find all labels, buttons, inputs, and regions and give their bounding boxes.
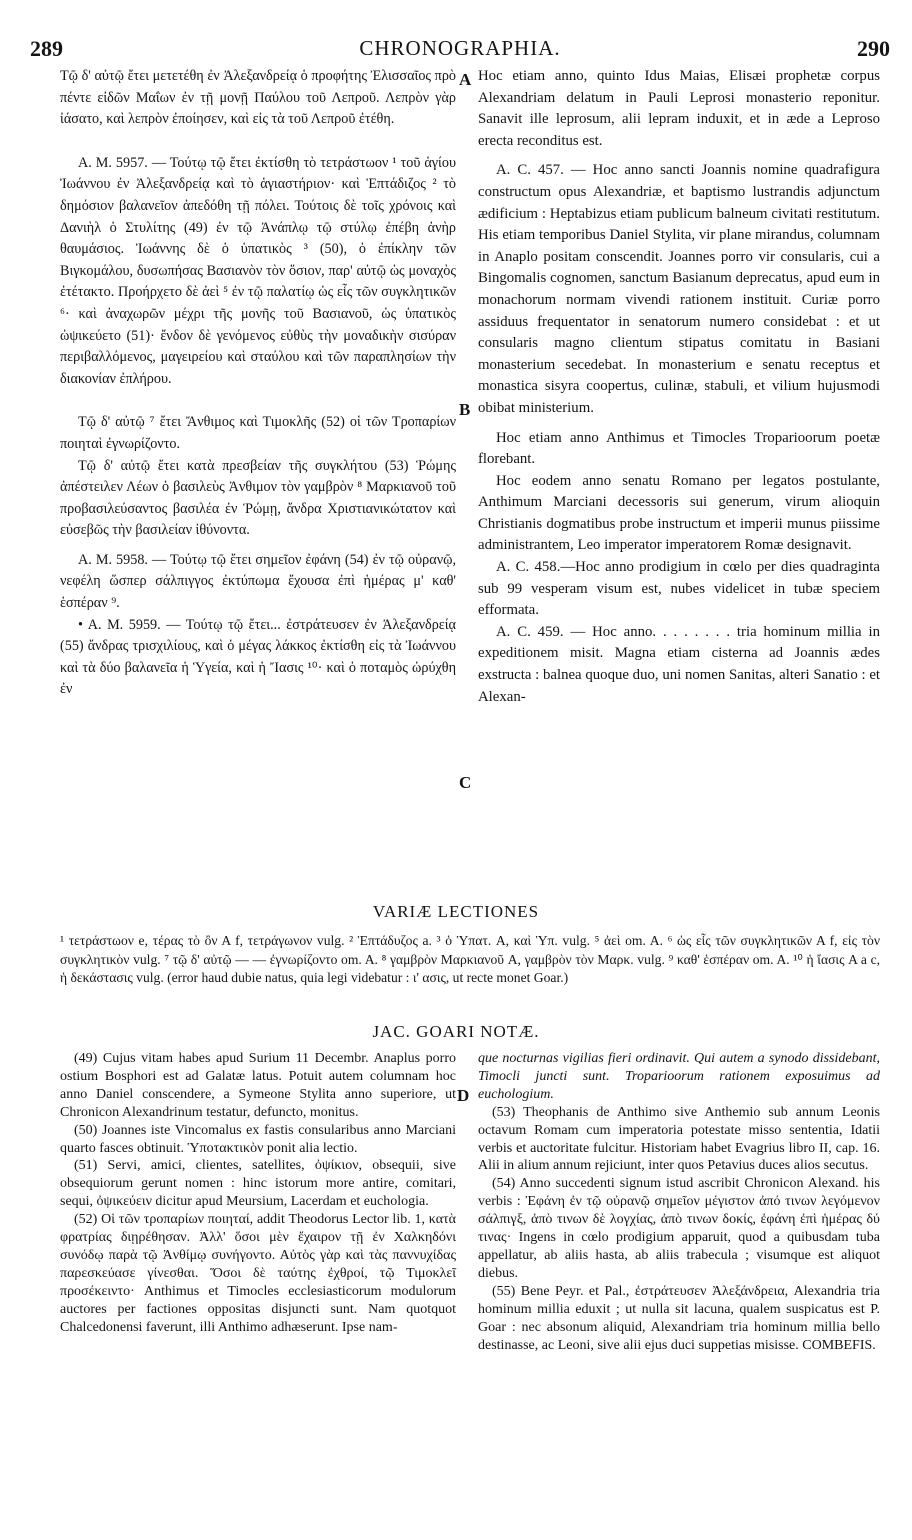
page-number-right: 290 [857, 36, 890, 61]
greek-paragraph: Α. Μ. 5957. — Τούτῳ τῷ ἔτει ἐκτίσθη τὸ τετράστωον ¹ τοῦ ἁγίου Ἰωάννου ἐν Ἀλεξανδρείᾳ καὶ τὸ ἁγιαστήριον· καὶ Ἑπτάδιζος ² τὸ δημόσιον βαλανεῖον ἀπεδόθη τῇ πόλει. Τούτοις δὲ τοῖς χρόνοις καὶ Δανιὴλ ὁ Στυλίτης (49) ἐν τῷ Ἀνάπλῳ τῷ στύλῳ ἐπέβη ἀνὴρ θαυμάσιος. Ἰωάννης δὲ ὁ ὑπατικὸς ³ (50), ὁ ἐπίκλην τῶν Βιγκομάλου, δυσωπήσας Βασιανὸν τὸν ὅσιον, παρ' αὐτῷ ὡς μοναχὸς ἐτέτακτο. Προήρχετο δὲ ἀεὶ ⁵ ἐν τῷ παλατίῳ ὡς εἷς τῶν συγκλητικῶν ⁶· καὶ ἀναχωρῶν μέχρι τῆς μονῆς τοῦ Βασιανοῦ, ὡς ὑπατικὸς ὠψικεύετο (51)· ἔνδον δὲ γενόμενος εὐθὺς τὴν μοναδικὴν σισύραν περιβαλλόμενος, μαγειρείου καὶ σταύλου καὶ τῶν παραπλησίων τὴν διακονίαν ἐπλήρου. [60, 154, 456, 387]
latin-paragraph: A. C. 459. — Hoc anno. . . . . . . . tria hominum millia in expeditionem misit. Magna etiam cisterna ad Joannis ædes exstructa : balnea quoque duo, uni nomen Sanitas, alteri Sanatio : et Alexan- [478, 623, 880, 705]
variae-lectiones-title: VARIÆ LECTIONES [372, 902, 540, 921]
column-marker-c: C [459, 773, 472, 792]
note-paragraph: (50) Joannes iste Vincomalus ex fastis consularibus anno Marciani quarto fasces obtinuit. Ὑποτακτικὸν ponit alia lectio. [60, 1122, 456, 1156]
latin-paragraph: Hoc etiam anno Anthimus et Timocles Troparioorum poetæ florebant. [478, 429, 880, 468]
variae-lectiones-text: ¹ τετράστωον e, τέρας τὸ ὂν Α f, τετράγωνον vulg. ² Ἑπτάδυζος a. ³ ὁ Ὑπατ. A, καὶ Ὑπ. vulg. ⁵ ἀεὶ om. A. ⁶ ὡς εἷς τῶν συγκλητικῶν Α f, εἰς τὸν συγκλητικὸν vulg. ⁷ τῷ δ' αὐτῷ — — ἐγνωρίζοντο om. A. ⁸ γαμβρὸν Μαρκιανοῦ A, γαμβρὸν τὸν Μαρκ. vulg. ⁹ καθ' ἑσπέραν om. A. ¹⁰ ἡ ἴασις A a c, ἡ δεκάστασις vulg. (error haud dubie natus, quia legi videbatur : ι' ασις, ut recte monet Goar.) [60, 933, 880, 986]
greek-paragraph: • Α. Μ. 5959. — Τούτῳ τῷ ἔτει... ἐστράτευσεν ἐν Ἀλεξανδρείᾳ (55) ἄνδρας τρισχιλίους, καὶ ὁ μέγας λάκκος ἐκτίσθη εἰς τὰ Ἰωάννου καὶ τὰ δύο βαλανεῖα ἡ Ὑγεία, καὶ ἡ Ἴασις ¹⁰· καὶ ὁ ποταμὸς ὠρύχθη ἐν [60, 616, 456, 698]
column-marker-b: B [459, 400, 471, 419]
greek-column [60, 66, 456, 701]
latin-paragraph: A. C. 458.—Hoc anno prodigium in cœlo per dies quadraginta sub 99 vesperam visum est, nubes videlicet in tubæ speciem efformata. [478, 559, 880, 619]
latin-paragraph: A. C. 457. — Hoc anno sancti Joannis nomine quadrafigura constructum opus Alexandriæ, et baptismo lustrandis adjunctum ædificium : Heptabizus etiam publicum balneum civitati restitutum. His etiam temporibus Daniel Stylita, vir plane mirandus, columnam in Anaplo positam conscendit. Joannes porro vir consularis, cui a Bingomalis cognomen, sanctum Basianum deprecatus, apud eum in monachorum normam vivendi rationem instituit. Curiæ porro assiduus frequentator in senatorum numero considebat : et ut consularis magno clientum stipatus comitatu in Basiani monasterium secedebat. In monasterium e senatu receptus et monastica sisyra coopertus, culinæ, stabuli, et vilium hujusmodi obibat ministerium. [478, 162, 880, 416]
column-marker-a: A [459, 70, 472, 89]
note-paragraph: (54) Anno succedenti signum istud ascribit Chronicon Alexand. his verbis : Ἐφάνη ἐν τῷ οὐρανῷ σημεῖον μέγιστον ἀπό τινων λεγόμενον σάλπιγξ, ἀπὸ τινων δὲ λογχίας, ἀπὸ τινων δοκίς, ἐφάνη ἐπὶ ἡμέρας δύ τινας· Ingens in cœlo prodigium apparuit, quod a quibusdam tuba appellatur, ab aliis hasta, ab aliis trabecula ; visumque est aliquot diebus. [478, 1176, 880, 1281]
notes-title: JAC. GOARI NOTÆ. [372, 1022, 540, 1041]
greek-paragraph: Τῷ δ' αὐτῷ ⁷ ἔτει Ἄνθιμος καὶ Τιμοκλῆς (52) οἱ τῶν Τροπαρίων ποιηταὶ ἐγνωρίζοντο. [60, 414, 456, 452]
column-marker-d: D [457, 1086, 470, 1105]
note-paragraph: (55) Bene Peyr. et Pal., ἐστράτευσεν Ἀλεξάνδρεια, Alexandria tria hominum millia eduxit ; ut nulla sit lacuna, qualem suspicatus est P. Goar : nec absonum aliquid, Alexandriam tria hominum millia bello destinasse, ac Leoni, sive alii ejus duci suppetias misisse. COMBEFIS. [478, 1283, 880, 1353]
greek-paragraph: Τῷ δ' αὐτῷ ἔτει μετετέθη ἐν Ἀλεξανδρείᾳ ὁ προφήτης Ἐλισσαῖος πρὸ πέντε εἰδῶν Μαΐων ἐν τῇ μονῇ Παύλου τοῦ Λεπροῦ. Λεπρὸν γὰρ ἰάσατο, καὶ λεπρὸν ἐποίησεν, καὶ εἰς τὰ τοῦ Λεπροῦ ἐτέθη. [60, 68, 456, 128]
latin-column [478, 66, 880, 708]
note-paragraph: (53) Theophanis de Anthimo sive Anthemio sub annum Leonis octavum Romam cum imperatoria potestate misso sententia, Idatii verbis et auctoritate fulcitur. Historiam habet Evagrius libro II, cap. 16. Alii in alium annum rejiciunt, inter quos Petavius duces alios secutus. [478, 1104, 880, 1174]
note-paragraph: que nocturnas vigilias fieri ordinavit. Qui autem a synodo dissidebant, Timocli juncti sunt. Troparioorum rationem exposuimus ad euchologium. [478, 1051, 880, 1102]
page-number-left: 289 [30, 36, 63, 61]
greek-paragraph: Α. Μ. 5958. — Τούτῳ τῷ ἔτει σημεῖον ἐφάνη (54) ἐν τῷ οὐρανῷ, νεφέλη ὥσπερ σάλπιγγος ἐκτύπωμα ἔχουσα ἐπὶ ἡμέρας μ' καθ' ἑσπέραν ⁹. [60, 551, 456, 612]
notes-left-column [60, 1050, 456, 1337]
note-paragraph: (49) Cujus vitam habes apud Surium 11 Decembr. Anaplus porro ostium Bosphori est ad Galatæ latus. Potuit autem columnam hoc anno Daniel conscendere, a Symeone Stylita anno superiore, ut Chronicon Alexandrinum testatur, defuncto, monitus. [60, 1051, 456, 1120]
running-title: CHRONOGRAPHIA. [359, 36, 561, 60]
note-paragraph: (52) Οἱ τῶν τροπαρίων ποιηταί, addit Theodorus Lector lib. 1, κατὰ φρατρίας διῃρέθησαν. Ἀλλ' ὅσοι μὲν ἔχαιρον τῇ ἐν Χαλκηδόνι συνόδῳ παρὰ τῷ Ἀνθίμῳ συνήγοντο. Αὐτὸς γὰρ καὶ τὰς παννυχίδας παρεσκεύασε γίνεσθαι. Ὅσοι δὲ ταύτης ἐχθροί, τῷ Τιμοκλεῖ προσέκειντο· Anthimus et Timocles ecclesiasticorum modulorum auctores per factiones oppositas disjuncti sunt. Nam quotquot Chalcedonensi faverunt, illi Anthimo adhæserunt. Ipse nam- [60, 1212, 456, 1335]
note-paragraph: (51) Servi, amici, clientes, satellites, ὀψίκιον, obsequii, sive obsequiorum gerunt nomen : hinc istorum more antire, comitari, sequi, ὀψικεύειν dicitur apud Meursium, Lacerdam et euchologia. [60, 1158, 456, 1210]
page-header [30, 36, 890, 60]
latin-paragraph: Hoc eodem anno senatu Romano per legatos postulante, Anthimum Marciani decessoris sui generum, virum alioquin Christianis dogmatibus probe instructum et imperii munus piissime administrantem, Leo imperator imperatorem Romæ designavit. [478, 472, 880, 554]
notes-right-column [478, 1050, 880, 1354]
greek-paragraph: Τῷ δ' αὐτῷ ἔτει κατὰ πρεσβείαν τῆς συγκλήτου (53) Ῥώμης ἀπέστειλεν Λέων ὁ βασιλεὺς Ἀνθιμον τὸν γαμβρὸν ⁸ Μαρκιανοῦ τοῦ προβασιλεύσαντος βασιλέα ἐν Ῥώμῃ, ἄνδρα Χριστιανικώτατον καὶ εὐσεβῶς τὴν βασιλείαν ἰθύνοντα. [60, 457, 456, 539]
latin-paragraph: Hoc etiam anno, quinto Idus Maias, Elisæi prophetæ corpus Alexandriam delatum in Pauli Leprosi monasterio reponitur. Sanavit ille leprosum, alii lepram induxit, et in æde a Leproso erecta reconditus est. [478, 68, 880, 149]
